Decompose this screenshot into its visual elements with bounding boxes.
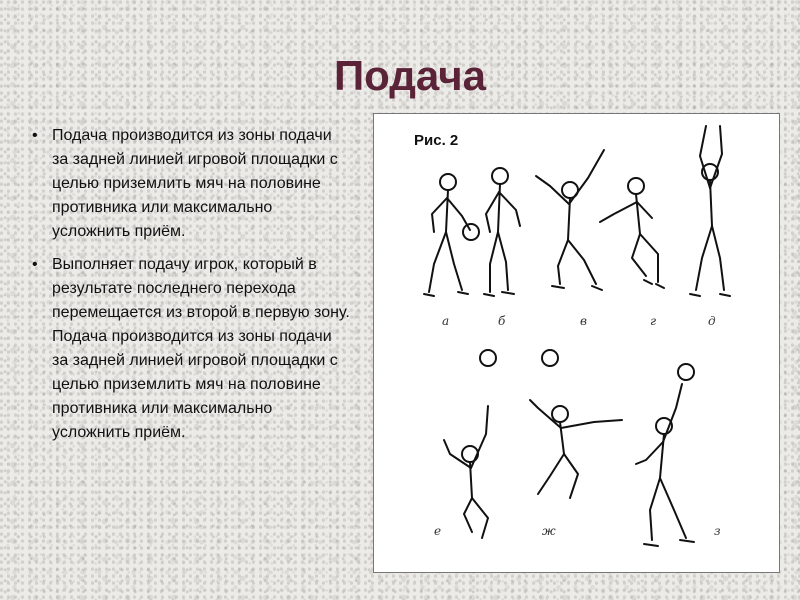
ball-a	[463, 224, 479, 240]
player-figure-v	[536, 150, 604, 290]
bullet-text: Подача производится из зоны подачи за задней линией игровой площадки с целью приземлить мяч на половине противника или максимально усложнить приём.	[52, 127, 338, 240]
ball-3	[678, 364, 694, 380]
player-figure-e	[444, 406, 488, 538]
figure-letter-z: з	[714, 524, 721, 538]
bullet-list	[30, 124, 350, 454]
player-figure-g	[600, 178, 664, 288]
figure-letter-zh: ж	[542, 524, 556, 538]
figure-letter-a: а	[442, 314, 450, 328]
player-figure-b	[484, 168, 520, 296]
slide-title: Подача	[333, 52, 486, 99]
bullet-item	[30, 124, 350, 244]
bullet-marker: •	[32, 127, 38, 144]
ball-2	[542, 350, 558, 366]
bullet-item	[30, 253, 350, 445]
ball-1	[480, 350, 496, 366]
figure-letter-g: г	[650, 314, 657, 328]
bullet-marker: •	[32, 256, 38, 273]
bullet-text: Выполняет подачу игрок, который в результате последнего перехода перемещается из второй в первую зону. Подача производится из зоны подачи за задней линией игровой площадки с целью приземлить мяч на половине противника или максимально усложнить приём.	[52, 256, 350, 441]
player-figure-z	[636, 384, 694, 546]
serve-sketch-drawing	[374, 114, 781, 574]
figure-letter-b: б	[498, 314, 506, 328]
player-figure-zh	[530, 400, 622, 498]
figure-letter-e: е	[434, 524, 442, 538]
serve-illustration	[373, 113, 780, 573]
figure-letter-d: д	[708, 314, 716, 328]
figure-letter-v: в	[580, 314, 587, 328]
player-figure-d	[690, 126, 730, 296]
figure-label: Рис. 2	[414, 132, 459, 149]
